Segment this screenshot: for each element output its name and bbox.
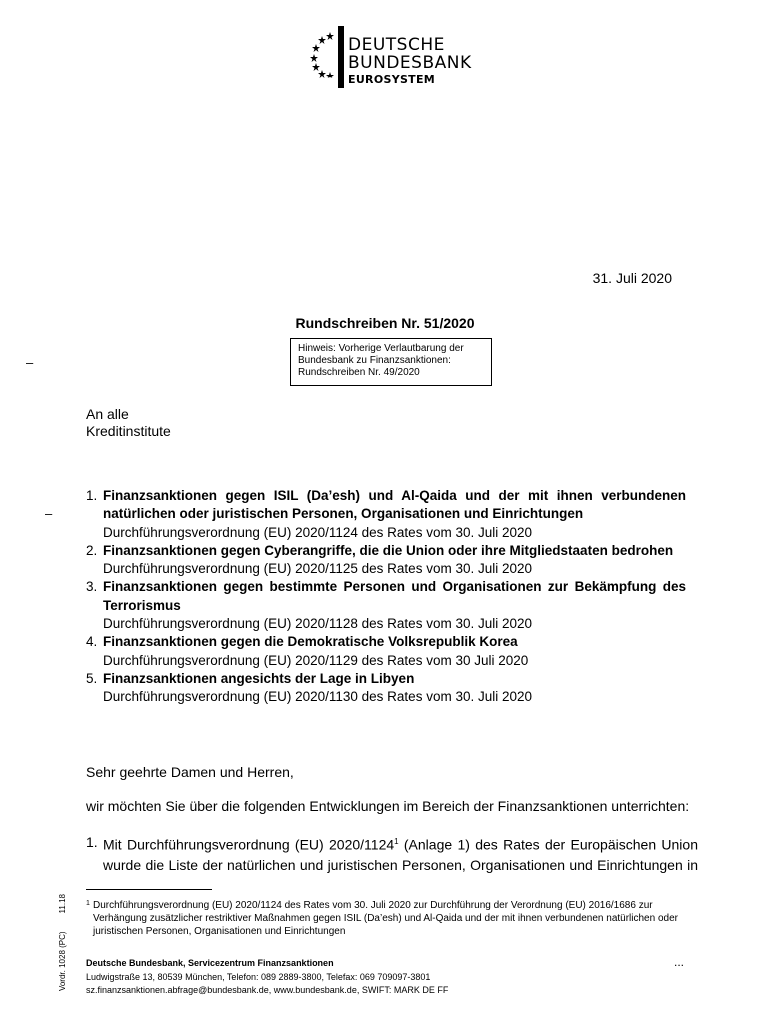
- logo-text-eurosystem: EUROSYSTEM: [348, 73, 436, 86]
- paragraph-text: [86, 832, 698, 875]
- salutation: Sehr geehrte Damen und Herren,: [86, 764, 294, 780]
- list-item-heading: Finanzsanktionen angesichts der Lage in Libyen: [103, 670, 415, 686]
- list-item-number: 3.: [86, 579, 98, 595]
- list-item-regulation: Durchführungsverordnung (EU) 2020/1130 des Rates vom 30. Juli 2020: [103, 689, 533, 705]
- form-code: [58, 894, 67, 991]
- form-number: Vordr. 1028 (PC): [58, 931, 67, 992]
- bundesbank-logo: [308, 26, 478, 88]
- paragraph-text-start: Mit Durchführungsverordnung (EU) 2020/1124: [103, 836, 395, 853]
- footnote-marker: 1: [86, 900, 90, 907]
- body-paragraph: [86, 832, 698, 875]
- footnote-reference: 1: [394, 837, 399, 846]
- logo-text-deutsche: DEUTSCHE: [348, 35, 445, 55]
- logo-bar: [338, 26, 344, 88]
- footer-heading: Deutsche Bundesbank, Servicezentrum Finanzsanktionen: [86, 958, 334, 968]
- notice-line: Bundesbank zu Finanzsanktionen:: [298, 355, 451, 366]
- paragraph-text-rest: (Anlage 1) des Rates der Europäischen Union wurde die Liste der natürlichen und juristischen Personen, Organisationen und Einrichtungen in: [103, 836, 698, 873]
- list-item: [86, 542, 686, 579]
- footnote: [86, 899, 686, 938]
- recipient-block: [86, 406, 171, 440]
- fold-mark: –: [45, 506, 53, 521]
- list-item-heading: Finanzsanktionen gegen Cyberangriffe, die die Union oder ihre Mitgliedstaaten bedrohen: [103, 542, 674, 558]
- list-item: [86, 670, 686, 707]
- list-item-regulation: Durchführungsverordnung (EU) 2020/1128 des Rates vom 30. Juli 2020: [103, 616, 533, 632]
- intro-sentence: wir möchten Sie über die folgenden Entwicklungen im Bereich der Finanzsanktionen unterrichten:: [86, 798, 690, 814]
- footnote-separator: [86, 889, 212, 890]
- list-item-number: 4.: [86, 634, 98, 650]
- fold-mark: –: [26, 355, 34, 370]
- list-item-heading: Finanzsanktionen gegen die Demokratische Volksrepublik Korea: [103, 634, 518, 650]
- footer-address: Ludwigstraße 13, 80539 München, Telefon: 089 2889-3800, Telefax: 069 709097-3801: [86, 972, 431, 982]
- letter-date: 31. Juli 2020: [592, 270, 672, 286]
- list-item-number: 2.: [86, 542, 98, 558]
- notice-line: Rundschreiben Nr. 49/2020: [298, 367, 420, 378]
- list-item-regulation: Durchführungsverordnung (EU) 2020/1125 des Rates vom 30. Juli 2020: [103, 561, 533, 577]
- list-item-number: 1.: [86, 488, 98, 503]
- subject-list: [86, 487, 686, 707]
- recipient-line: Kreditinstitute: [86, 423, 171, 439]
- previous-notice-box: [290, 338, 492, 386]
- list-item: [86, 578, 686, 633]
- recipient-line: An alle: [86, 406, 129, 422]
- eu-stars-icon: [308, 30, 338, 78]
- list-item-heading: Finanzsanktionen gegen bestimmte Personen und Organisationen zur Bekämpfung des Terrorismus: [103, 579, 686, 613]
- logo-text-bundesbank: BUNDESBANK: [348, 53, 472, 73]
- document-title: Rundschreiben Nr. 51/2020: [295, 315, 475, 331]
- notice-line: Hinweis: Vorherige Verlautbarung der: [298, 343, 464, 354]
- list-item-heading: Finanzsanktionen gegen ISIL (Da’esh) und Al-Qaida und der mit ihnen verbundenen natürlichen oder juristischen Personen, Organisationen und Einrichtungen: [103, 488, 686, 522]
- list-item-regulation: Durchführungsverordnung (EU) 2020/1129 des Rates vom 30 Juli 2020: [103, 652, 529, 668]
- list-item-regulation: Durchführungsverordnung (EU) 2020/1124 des Rates vom 30. Juli 2020: [103, 524, 533, 540]
- list-item-number: 5.: [86, 670, 98, 686]
- footer-contact: sz.finanzsanktionen.abfrage@bundesbank.de, www.bundesbank.de, SWIFT: MARK DE FF: [86, 985, 449, 995]
- list-item: [86, 487, 686, 542]
- continuation-mark: ...: [674, 955, 685, 969]
- form-version: 11.18: [58, 894, 67, 914]
- footnote-text: Durchführungsverordnung (EU) 2020/1124 des Rates vom 30. Juli 2020 zur Durchführung der Verordnung (EU) 2016/1686 zur Verhängung zusätzlicher restriktiver Maßnahmen gegen ISIL (Da’esh) und Al-Qaida und der mit ihnen verbundenen natürlichen oder juristischen Personen, Organisationen und Einrichtungen: [93, 900, 678, 937]
- list-item: [86, 633, 686, 670]
- paragraph-number: 1.: [86, 834, 98, 850]
